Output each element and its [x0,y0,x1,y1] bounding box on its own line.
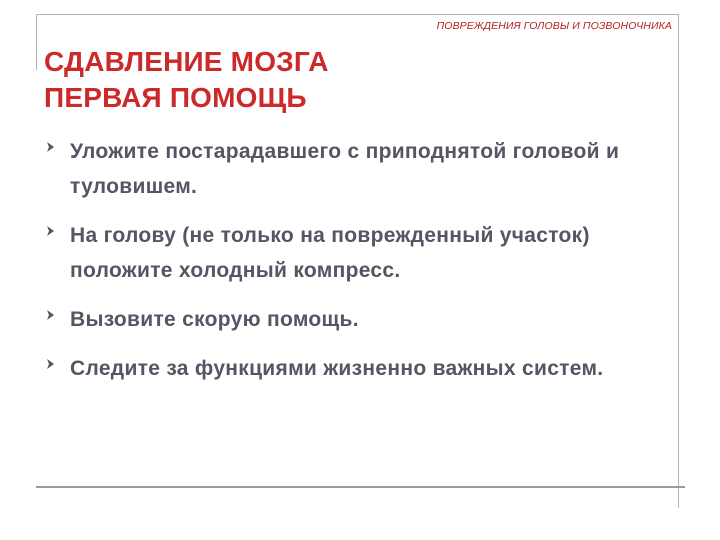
bullet-text: Следите за функциями жизненно важных систем. [70,357,604,380]
slide-title-line-1: СДАВЛЕНИЕ МОЗГА [44,46,329,77]
list-item [46,218,646,288]
left-divider [36,14,37,70]
arrow-bullet-icon [46,141,56,153]
arrow-bullet-icon [46,225,56,237]
arrow-bullet-icon [46,358,56,370]
list-item [46,302,646,337]
slide-title [44,44,329,116]
arrow-bullet-icon [46,309,56,321]
top-divider [36,14,678,15]
right-divider [678,14,679,508]
slide-title-line-2: ПЕРВАЯ ПОМОЩЬ [44,82,307,113]
bullet-text: Уложите постарадавшего с приподнятой головой и туловишем. [70,140,620,198]
bullet-text: Вызовите скорую помощь. [70,308,359,331]
bullet-text: На голову (не только на поврежденный участок) положите холодный компресс. [70,224,590,282]
list-item [46,134,646,204]
bullet-list [46,134,646,400]
bottom-divider [36,486,685,488]
section-header: ПОВРЕЖДЕНИЯ ГОЛОВЫ И ПОЗВОНОЧНИКА [436,20,672,32]
list-item [46,351,646,386]
